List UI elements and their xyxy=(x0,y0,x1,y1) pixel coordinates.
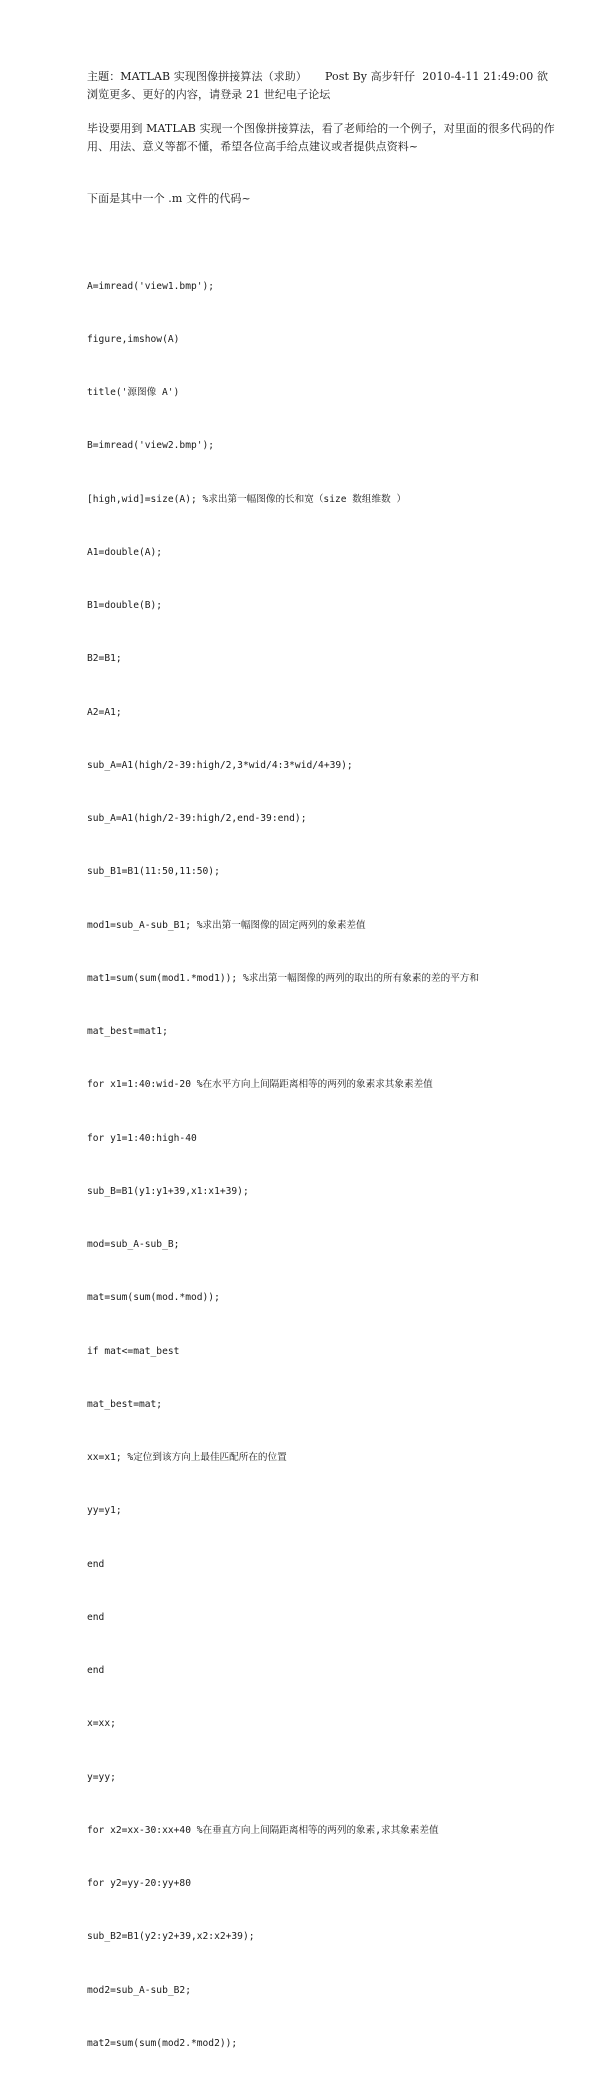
code-line: A1=double(A); xyxy=(87,546,163,558)
code-line: title('源图像 A') xyxy=(87,387,180,398)
code-line: sub_B1=B1(11:50,11:50); xyxy=(87,866,220,878)
code-line: mod2=sub_A-sub_B2; xyxy=(87,1984,191,1996)
code-line: x=xx; xyxy=(87,1718,116,1730)
code-line: for x2=xx-30:xx+40 %在垂直方向上间隔距离相等的两列的象素,求其象素差值 xyxy=(87,1824,439,1836)
code-line: mod=sub_A-sub_B; xyxy=(87,1239,180,1250)
code-line: mod1=sub_A-sub_B1; %求出第一幅图像的固定两列的象素差值 xyxy=(87,919,366,931)
code-line: y=yy; xyxy=(87,1771,116,1783)
code-line: end xyxy=(87,1558,105,1570)
code-line: mat1=sum(sum(mod1.*mod1)); %求出第一幅图像的两列的取出的所有象素的差的平方和 xyxy=(87,972,479,984)
code-line: mat_best=mat1; xyxy=(87,1026,168,1037)
code-line: A2=A1; xyxy=(87,706,122,718)
question-paragraph-line-1: 毕设要用到 MATLAB 实现一个图像拼接算法，看了老师给的一个例子，对里面的很多代码的作 xyxy=(87,122,555,135)
code-line: yy=y1; xyxy=(87,1505,122,1517)
code-line: xx=x1; %定位到该方向上最佳匹配所在的位置 xyxy=(87,1452,287,1463)
code-line: mat2=sum(sum(mod2.*mod2)); xyxy=(87,2037,238,2049)
code-line: end xyxy=(87,1665,105,1676)
code-line: mat=sum(sum(mod.*mod)); xyxy=(87,1292,220,1304)
code-line: if mat<=mat_best xyxy=(87,1345,180,1357)
code-line: end xyxy=(87,1611,105,1623)
code-line: figure,imshow(A) xyxy=(87,333,180,345)
document-page xyxy=(87,68,555,2088)
code-line: sub_B=B1(y1:y1+39,x1:x1+39); xyxy=(87,1185,249,1197)
code-line: mat_best=mat; xyxy=(87,1398,163,1410)
code-line: sub_B2=B1(y2:y2+39,x2:x2+39); xyxy=(87,1931,255,1943)
code-line: for y2=yy-20:yy+80 xyxy=(87,1878,191,1889)
code-block xyxy=(87,242,527,2088)
code-line: B1=double(B); xyxy=(87,600,163,611)
code-line: for x1=1:40:wid-20 %在水平方向上间隔距离相等的两列的象素求其象素差值 xyxy=(87,1079,433,1091)
code-line: sub_A=A1(high/2-39:high/2,end-39:end); xyxy=(87,813,307,824)
question-paragraph-line-2: 用、用法、意义等都不懂，希望各位高手给点建议或者提供点资料~ xyxy=(87,140,419,153)
code-line: A=imread('view1.bmp'); xyxy=(87,280,215,292)
code-line: [high,wid]=size(A); %求出第一幅图像的长和宽（size 数组维数 ） xyxy=(87,493,407,505)
code-line: B=imread('view2.bmp'); xyxy=(87,440,215,452)
code-line: sub_A=A1(high/2-39:high/2,3*wid/4:3*wid/4+39); xyxy=(87,759,353,771)
post-header-line-2: 浏览更多、更好的内容，请登录 21 世纪电子论坛 xyxy=(87,88,331,101)
post-header-line-1: 主题：MATLAB 实现图像拼接算法（求助） Post By 高步轩仔 2010-4-11 21:49:00 欲 xyxy=(87,70,549,83)
code-line: for y1=1:40:high-40 xyxy=(87,1132,197,1144)
code-line: B2=B1; xyxy=(87,653,122,665)
code-intro: 下面是其中一个 .m 文件的代码~ xyxy=(87,192,251,205)
